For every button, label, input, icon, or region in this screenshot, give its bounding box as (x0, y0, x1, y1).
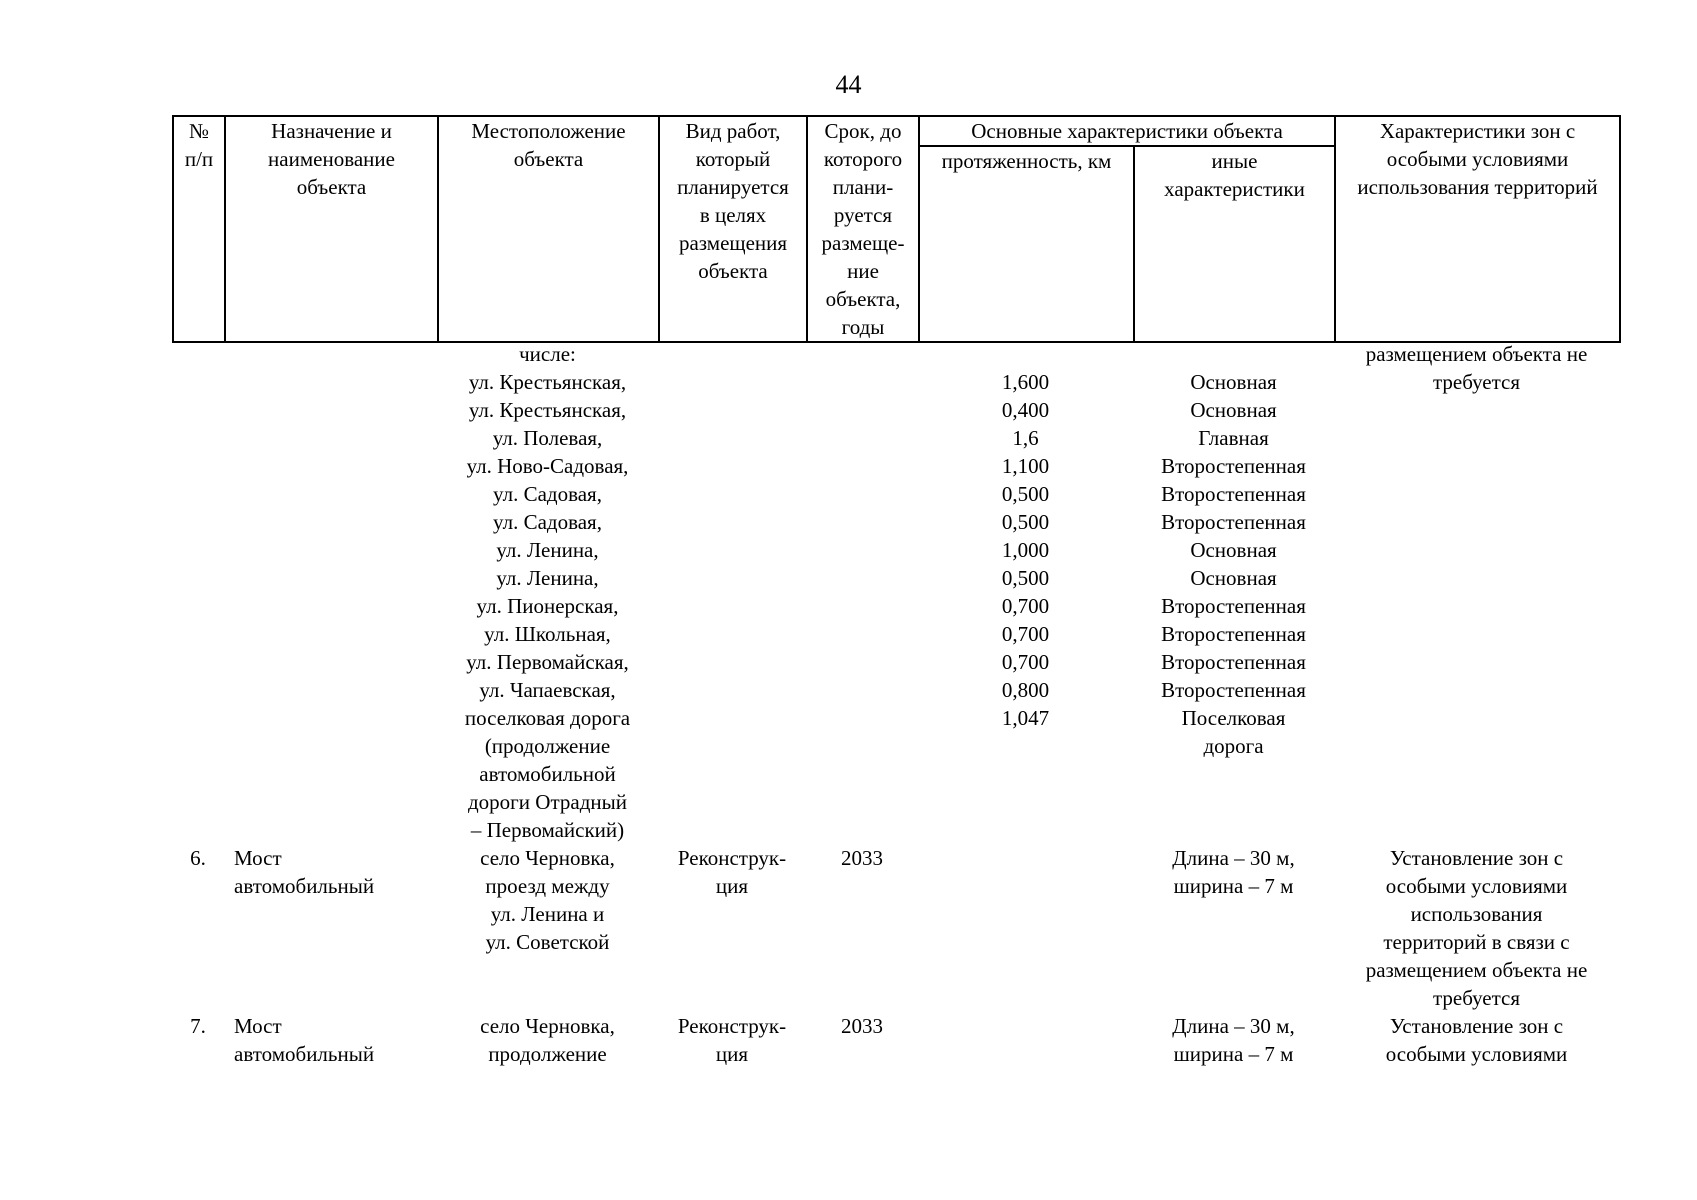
row-work-type: Реконструк- ция (677, 846, 787, 898)
header-location: Местоположение объекта (438, 116, 659, 342)
table-header (172, 115, 1621, 343)
location-line: ул. Крестьянская, (468, 398, 627, 422)
location-line: ул. Ленина, (496, 566, 599, 590)
header-name: Назначение и наименование объекта (225, 116, 438, 342)
location-line: ул. Ленина, (496, 538, 599, 562)
length-value: 1,047 (1001, 706, 1050, 730)
location-line: – Первомайский) (470, 818, 625, 842)
category-value: Второстепенная (1161, 482, 1306, 506)
location-line: ул. Крестьянская, (468, 370, 627, 394)
category-value: Основная (1190, 398, 1277, 422)
location-line: дороги Отрадный (468, 790, 627, 814)
row-name: Мост автомобильный (234, 1014, 375, 1066)
category-value: Основная (1190, 370, 1277, 394)
header-work-type: Вид работ, который планируется в целях размещения объекта (659, 116, 807, 342)
location-line: поселковая дорога (464, 706, 631, 730)
location-line: ул. Полевая, (492, 426, 603, 450)
header-main-characteristics: Основные характеристики объекта (919, 116, 1335, 146)
length-value: 1,000 (1001, 538, 1050, 562)
location-line: автомобильной (479, 762, 616, 786)
header-length: протяженность, км (919, 146, 1134, 342)
length-value: 0,500 (1001, 510, 1050, 534)
category-value: Второстепенная (1161, 594, 1306, 618)
row-name: Мост автомобильный (234, 846, 375, 898)
row-location: село Черновка, продолжение (480, 1014, 615, 1066)
row-other: Длина – 30 м, ширина – 7 м (1172, 1014, 1295, 1066)
row-num: 6. (190, 846, 206, 870)
row-other: Длина – 30 м, ширина – 7 м (1172, 846, 1295, 898)
row-num: 7. (190, 1014, 206, 1038)
location-line: (продолжение (484, 734, 611, 758)
location-line: ул. Первомайская, (466, 650, 629, 674)
category-value: Второстепенная (1161, 650, 1306, 674)
length-value: 0,400 (1001, 398, 1050, 422)
row-zones: Установление зон с особыми условиями (1385, 1014, 1568, 1066)
length-value: 0,700 (1001, 594, 1050, 618)
table-row-continuation (172, 340, 1619, 844)
row-work-type: Реконструк- ция (677, 1014, 787, 1066)
length-value: 0,700 (1001, 650, 1050, 674)
category-value: Второстепенная (1161, 454, 1306, 478)
length-value: 0,700 (1001, 622, 1050, 646)
table-row (172, 844, 1619, 1012)
row-length (918, 844, 1133, 1012)
row-deadline: 2033 (841, 1014, 883, 1038)
category-value: Главная (1198, 426, 1269, 450)
category-value: Второстепенная (1161, 622, 1306, 646)
length-value: 0,800 (1001, 678, 1050, 702)
row-zones: Установление зон с особыми условиями использования территорий в связи с размещением объекта не требуется (1365, 846, 1588, 1010)
category-value: Второстепенная (1161, 678, 1306, 702)
row-location: село Черновка, проезд между ул. Ленина и ул. Советской (480, 846, 615, 954)
row-length (918, 1012, 1133, 1068)
header-other: иные характеристики (1134, 146, 1335, 342)
location-line: ул. Ново-Садовая, (466, 454, 629, 478)
continuation-location (437, 340, 658, 844)
header-num: № п/п (173, 116, 225, 342)
category-value: Поселковая дорога (1181, 706, 1286, 758)
location-line: ул. Пионерская, (476, 594, 619, 618)
location-line: числе: (519, 342, 576, 366)
table-row (172, 1012, 1619, 1068)
row-deadline: 2033 (841, 846, 883, 870)
length-value: 1,6 (1012, 426, 1039, 450)
length-value: 1,100 (1001, 454, 1050, 478)
length-value: 0,500 (1001, 482, 1050, 506)
continuation-zones: размещением объекта не требуется (1365, 342, 1588, 394)
header-zones: Характеристики зон с особыми условиями использования территорий (1335, 116, 1620, 342)
continuation-lengths (918, 340, 1133, 844)
continuation-categories (1133, 340, 1334, 844)
location-line: ул. Чапаевская, (479, 678, 616, 702)
category-value: Второстепенная (1161, 510, 1306, 534)
page-number: 44 (835, 70, 862, 99)
category-value: Основная (1190, 566, 1277, 590)
length-value: 1,600 (1001, 370, 1050, 394)
category-value: Основная (1190, 538, 1277, 562)
location-line: ул. Садовая, (493, 510, 602, 534)
length-value: 0,500 (1001, 566, 1050, 590)
location-line: ул. Садовая, (493, 482, 602, 506)
location-line: ул. Школьная, (484, 622, 611, 646)
table-body (172, 340, 1619, 1068)
header-deadline: Срок, до которого плани- руется размеще- ние объекта, годы (807, 116, 919, 342)
